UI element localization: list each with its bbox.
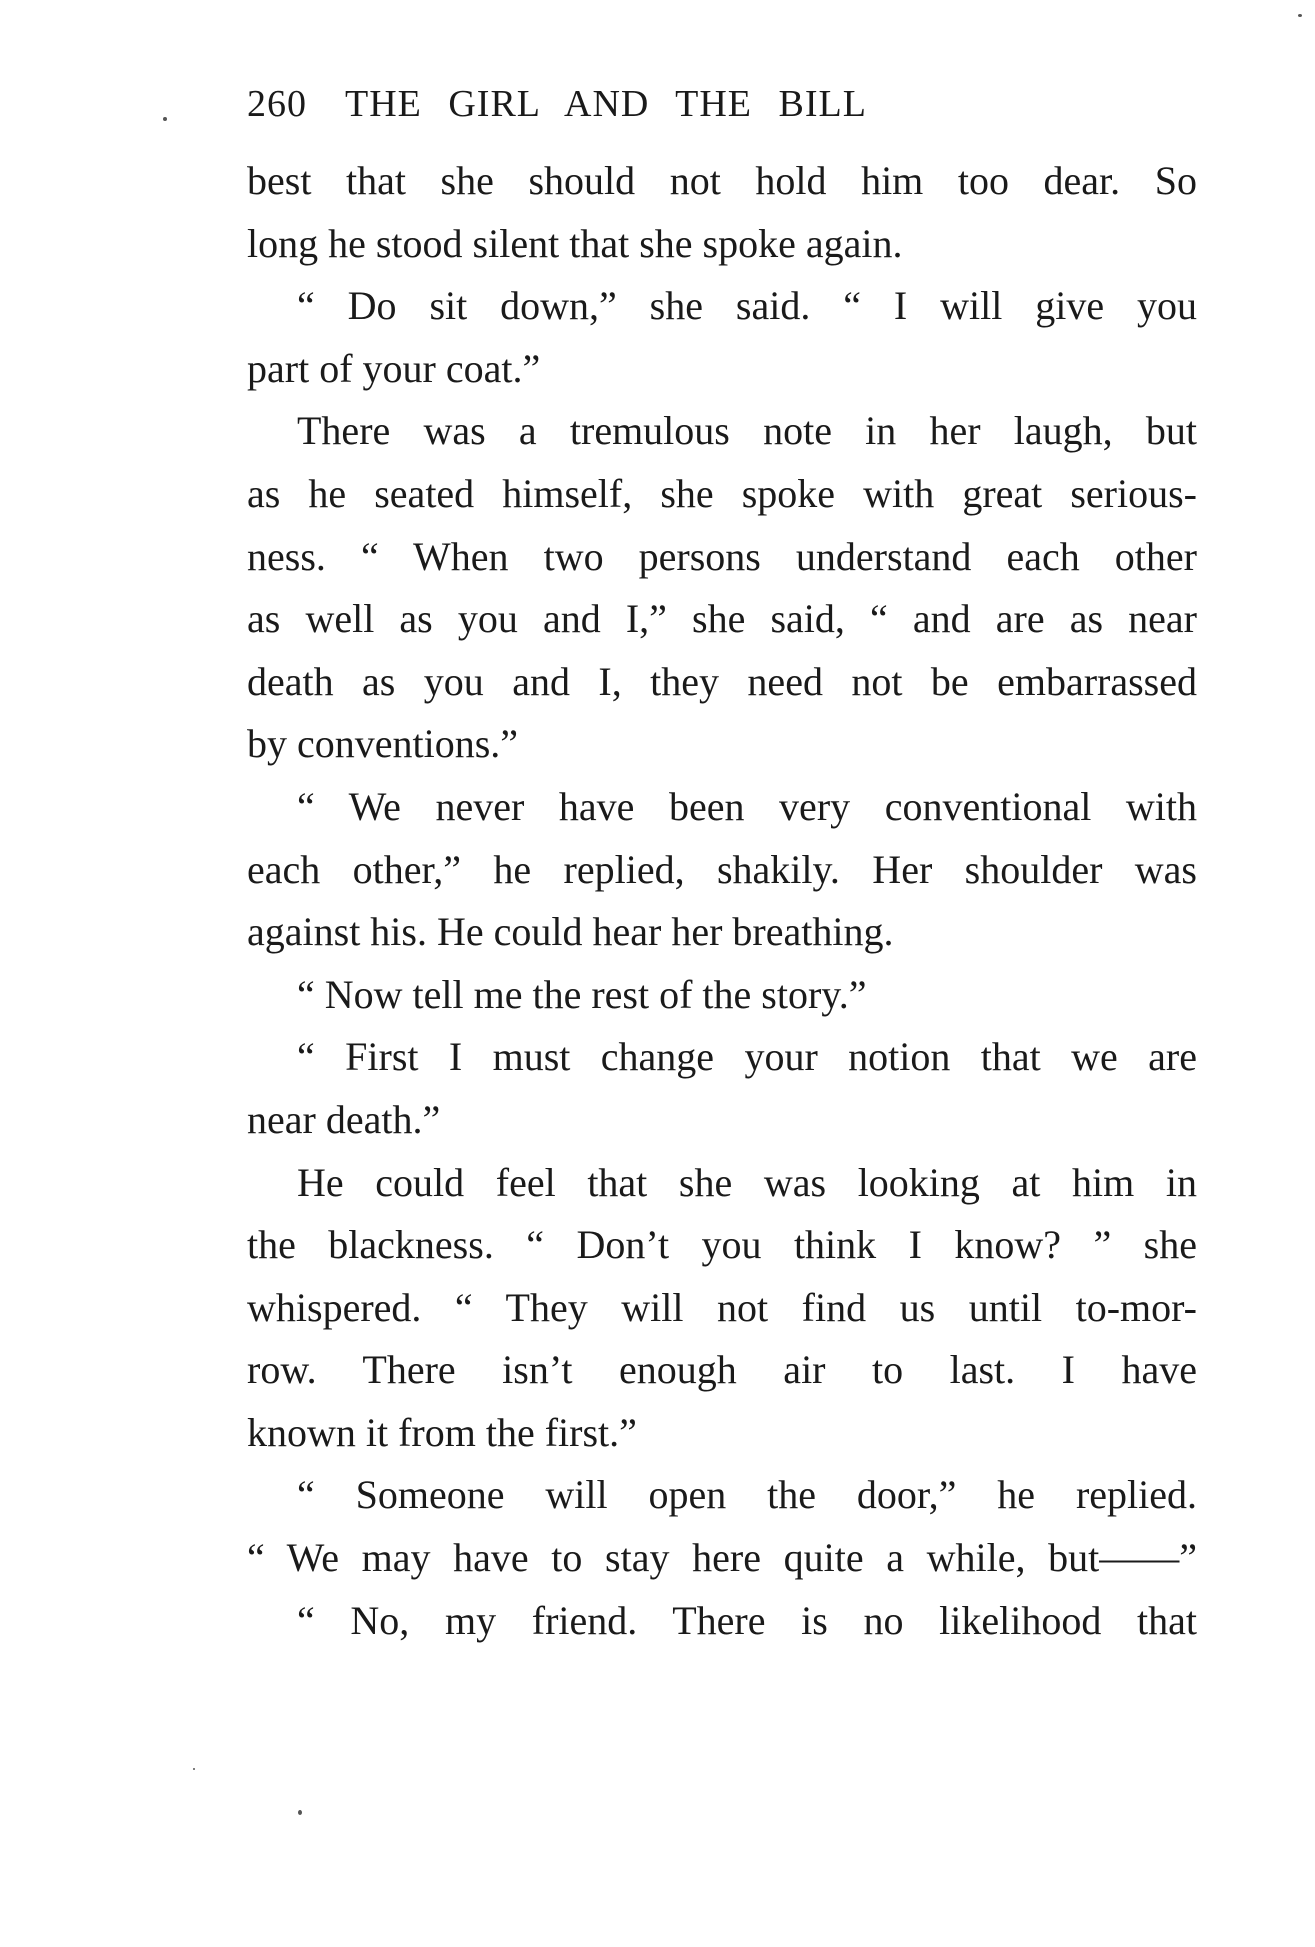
text-line: part of your coat.” (247, 345, 541, 391)
text-line: row. There isn’t enough air to last. I have (247, 1347, 1197, 1393)
text-line: as well as you and I,” she said, “ and are as near (247, 596, 1197, 642)
text-line: “ Now tell me the rest of the story.” (297, 971, 867, 1017)
body-text (247, 150, 1197, 1652)
text-line: There was a tremulous note in her laugh, but (297, 408, 1197, 454)
text-line: ness. “ When two persons understand each other (247, 533, 1197, 579)
text-line: “ First I must change your notion that we are (297, 1034, 1197, 1080)
text-line: against his. He could hear her breathing. (247, 909, 894, 955)
text-line: best that she should not hold him too dear. So (247, 158, 1197, 203)
text-line: “ No, my friend. There is no likelihood that (297, 1597, 1197, 1643)
text-line: long he stood silent that she spoke again. (247, 220, 903, 266)
text-line: as he seated himself, she spoke with great serious- (247, 470, 1197, 516)
text-line: each other,” he replied, shakily. Her shoulder was (247, 846, 1197, 892)
book-title: THE GIRL AND THE BILL (345, 83, 867, 125)
text-line: by conventions.” (247, 721, 519, 767)
scan-speck (1298, 14, 1302, 17)
scan-speck (163, 117, 167, 121)
text-line: near death.” (247, 1096, 441, 1142)
text-line: “ Do sit down,” she said. “ I will give you (297, 283, 1197, 329)
text-line: whispered. “ They will not find us until to-mor- (247, 1284, 1197, 1330)
scan-speck (298, 1810, 302, 1815)
text-line: He could feel that she was looking at him in (297, 1159, 1197, 1205)
text-line: death as you and I, they need not be embarrassed (247, 658, 1197, 704)
text-line: “ Someone will open the door,” he replied. (297, 1472, 1197, 1518)
text-line: the blackness. “ Don’t you think I know? ” she (247, 1222, 1197, 1268)
page-number: 260 (247, 83, 307, 125)
text-line: “ We may have to stay here quite a while, but——” (247, 1535, 1197, 1581)
running-head (247, 82, 1047, 138)
text-line: “ We never have been very conventional with (297, 783, 1197, 829)
scan-speck (193, 1768, 195, 1770)
text-line: known it from the first.” (247, 1409, 637, 1455)
